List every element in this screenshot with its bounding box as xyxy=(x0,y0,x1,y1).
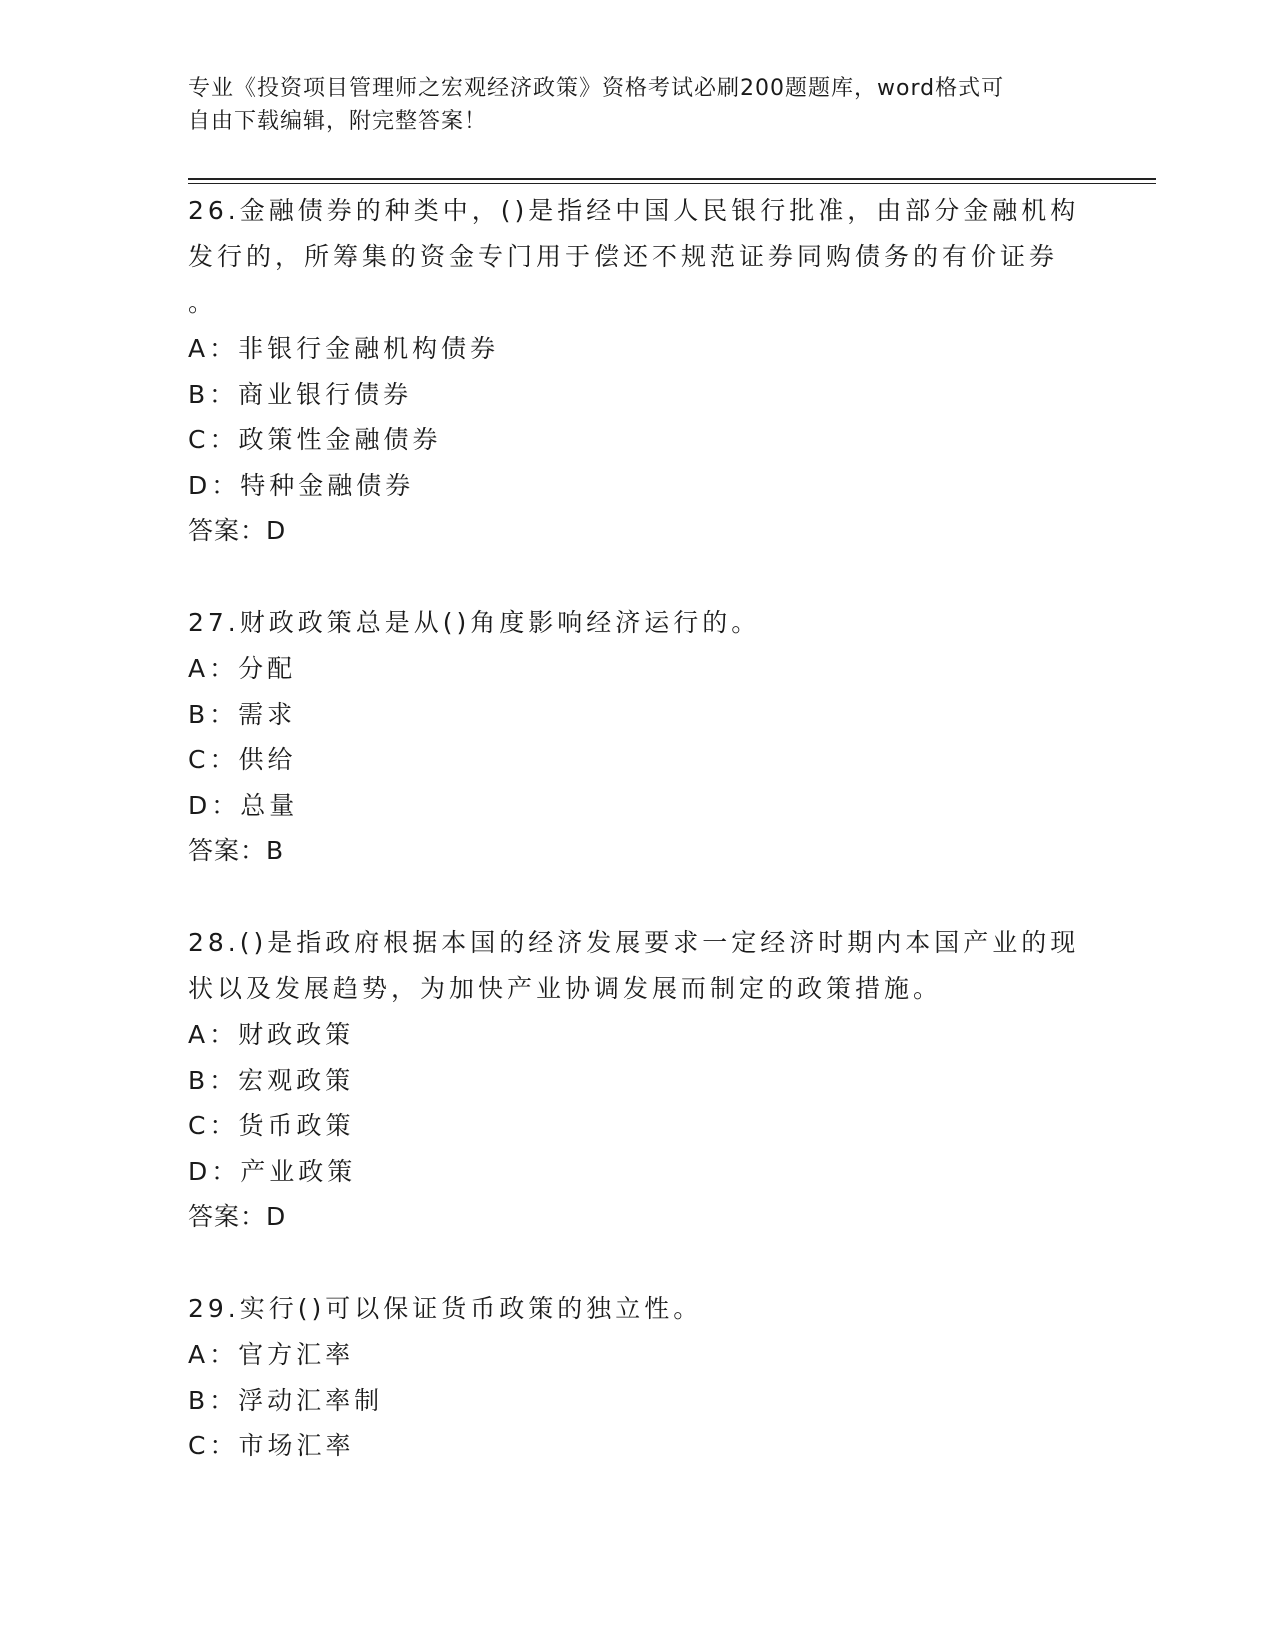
option-a: A：非银行金融机构债券 xyxy=(188,334,500,363)
option-a: A：官方汇率 xyxy=(188,1340,355,1369)
question-stem: 29.实行()可以保证货币政策的独立性。 xyxy=(188,1294,703,1323)
option-c: C：供给 xyxy=(188,745,297,774)
answer: 答案：B xyxy=(188,836,285,865)
header-line-1: 专业《投资项目管理师之宏观经济政策》资格考试必刷200题题库，word格式可 xyxy=(188,76,1005,101)
option-b: B：需求 xyxy=(188,699,297,729)
option-d: D：总量 xyxy=(188,790,299,820)
option-a: A：分配 xyxy=(188,654,297,683)
question-28 xyxy=(188,920,1088,1240)
question-stem: 发行的，所筹集的资金专门用于偿还不规范证券同购债务的有价证券 xyxy=(188,242,1059,271)
question-26 xyxy=(188,188,1088,554)
question-stem: 26.金融债券的种类中，()是指经中国人民银行批准，由部分金融机构 xyxy=(188,196,1080,225)
option-d: D：特种金融债券 xyxy=(188,470,415,500)
question-stem: 状以及发展趋势，为加快产业协调发展而制定的政策措施。 xyxy=(188,974,943,1003)
document-header xyxy=(188,72,1068,138)
option-c: C：货币政策 xyxy=(188,1111,355,1140)
question-list xyxy=(188,188,1088,1515)
option-b: B：浮动汇率制 xyxy=(188,1385,384,1415)
question-stem: 28.()是指政府根据本国的经济发展要求一定经济时期内本国产业的现 xyxy=(188,928,1080,957)
question-stem: 27.财政政策总是从()角度影响经济运行的。 xyxy=(188,608,761,637)
option-b: B：商业银行债券 xyxy=(188,379,413,409)
question-29 xyxy=(188,1286,1088,1469)
answer: 答案：D xyxy=(188,516,287,545)
answer: 答案：D xyxy=(188,1202,287,1231)
header-rule-thick xyxy=(188,178,1156,180)
header-line-2: 自由下载编辑，附完整答案！ xyxy=(188,109,488,134)
option-b: B：宏观政策 xyxy=(188,1065,355,1095)
question-stem: 。 xyxy=(188,288,218,317)
option-d: D：产业政策 xyxy=(188,1156,357,1186)
option-c: C：市场汇率 xyxy=(188,1431,355,1460)
header-rule-thin xyxy=(188,183,1156,184)
question-27 xyxy=(188,600,1088,874)
option-a: A：财政政策 xyxy=(188,1020,355,1049)
option-c: C：政策性金融债券 xyxy=(188,425,442,454)
